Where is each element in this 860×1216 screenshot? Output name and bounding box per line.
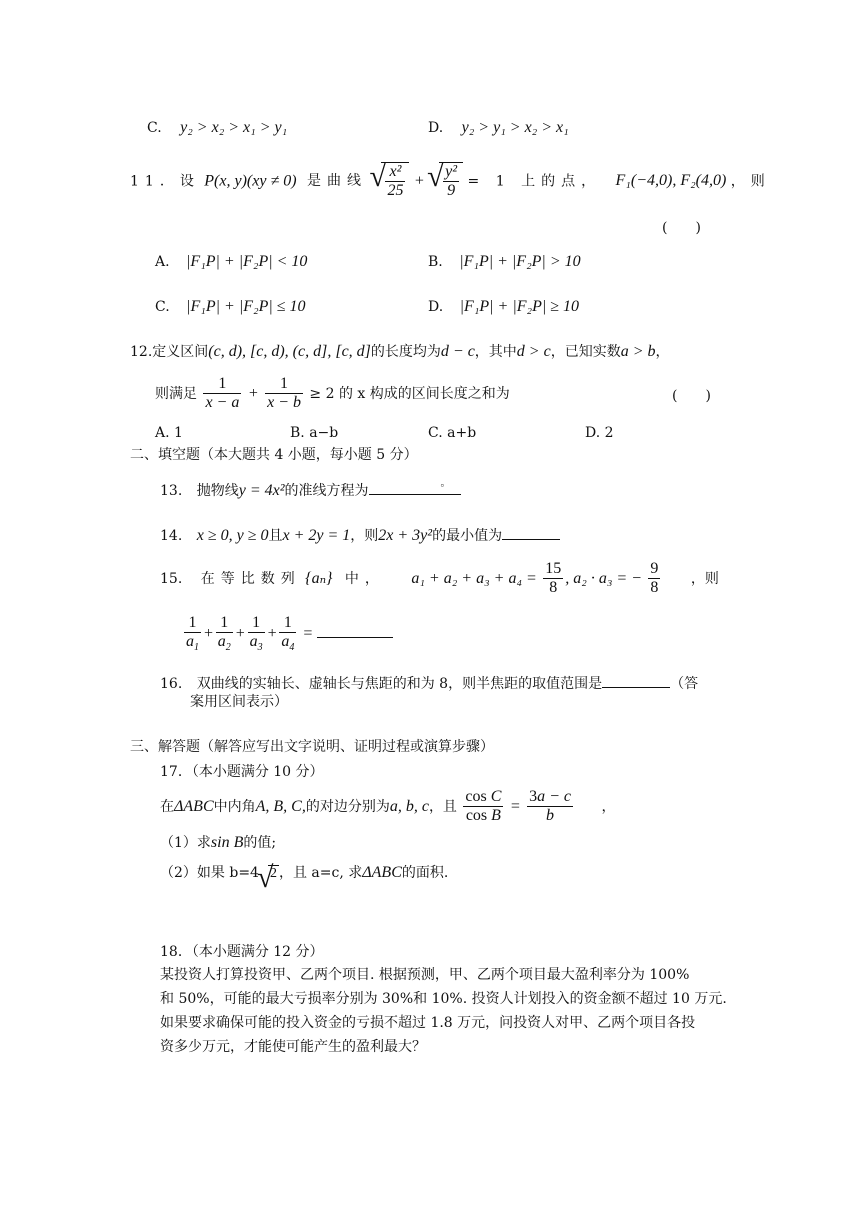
q12-option-d: D. 2 — [585, 425, 614, 441]
option-label: B. — [428, 254, 443, 270]
stem-text: 12.定义区间 — [130, 344, 209, 360]
foci-expression: F₁(−4,0), F₂(4,0) — [615, 172, 727, 190]
expression: sin B — [210, 834, 244, 851]
q17-stem: 在ΔABC中内角A, B, C,的对边分别为a, b, c，且 $\frac{\text{cos C}}{\text{cos B}}$ = $\frac{3a - c}{b}$ ， — [160, 788, 616, 825]
option-text: y₂ > x₂ > x₁ > y₁ — [180, 119, 288, 136]
q18-heading: 18．（本小题满分 12 分） — [160, 944, 324, 960]
q17-part1 — [160, 833, 276, 852]
stem-text: 的准线方程为 — [284, 483, 369, 499]
stem-text: ，则 — [690, 570, 719, 587]
q18-line2: 和 50%，可能的最大亏损率分别为 30%和 10%. 投资人计划投入的资金额不超过 10 万元. — [160, 991, 727, 1007]
point-expression: P(x, y)(xy ≠ 0) — [204, 172, 297, 190]
q17-heading: 17．（本小题满分 10 分） — [160, 764, 324, 780]
question-number: 15. — [160, 570, 183, 587]
option-text: |F₁P| + |F₂P| > 10 — [459, 253, 581, 270]
option-label: C. — [155, 299, 170, 315]
triangle-symbol: ΔABC — [362, 864, 402, 881]
answer-blank[interactable] — [369, 480, 461, 495]
triangle-symbol: ΔABC — [174, 797, 214, 815]
fraction-cosC-cosB: $\frac{\text{cos C}}{\text{cos B}}$ — [465, 788, 502, 825]
fraction-3a-c-over-b: $\frac{3a - c}{b}$ — [529, 788, 571, 825]
answer-paren: ( ) — [672, 388, 711, 404]
sequence-symbol: {aₙ} — [305, 569, 333, 587]
stem-text: 的长度均为 — [370, 344, 441, 360]
stem-text: 则满足 — [155, 385, 197, 402]
stem-text: 双曲线的实轴长、虚轴长与焦距的和为 8，则半焦距的取值范围是 — [196, 676, 603, 692]
condition-expression: d > c — [516, 343, 551, 360]
q13 — [160, 480, 461, 500]
interval-expression: (c, d), [c, d), (c, d], [c, d] — [208, 343, 371, 360]
sum-expression: a₁ + a₂ + a₃ + a₄ = — [411, 569, 537, 587]
fraction-1-over-x-minus-b: $\frac{1}{x - b}$ — [267, 375, 301, 412]
stem-text: ，则 — [350, 528, 379, 544]
option-text: |F₁P| + |F₂P| < 10 — [186, 253, 308, 270]
fraction-9-8: $\frac{9}{8}$ — [650, 560, 659, 597]
stem-text: ， — [601, 798, 616, 815]
equation: x + 2y = 1 — [282, 527, 351, 544]
option-text: |F₁P| + |F₂P| ≥ 10 — [459, 298, 580, 315]
stem-text: = 1 上的点， — [467, 173, 602, 190]
q10-option-c — [147, 118, 287, 137]
stem-text: 的最小值为 — [432, 528, 503, 544]
q16-line2: 案用区间表示） — [190, 694, 288, 710]
fraction-1-a2: $\frac{1}{a_2}$ — [217, 614, 231, 654]
option-text: y₂ > y₁ > x₂ > x₁ — [461, 119, 569, 136]
q18-line3: 如果要求确保可能的投入资金的亏损不超过 1.8 万元，问投资人对甲、乙两个项目各投 — [160, 1015, 696, 1031]
q12-stem-line2: 则满足 $\frac{1}{x - a}$ + $\frac{1}{x - b}$ ≥ 2 的 x 构成的区间长度之和为 — [155, 375, 510, 412]
q11-stem: 11．设 P(x, y)(xy ≠ 0) 是曲线 √ $\frac{\text{x²}}{25}$ + √ $\frac{\text{y²}}{9}$ = 1 上的点， F₁(−4,0), F₂(4,0) ，则 — [130, 162, 771, 201]
fraction-1-a4: $\frac{1}{a_4}$ — [281, 614, 295, 654]
blank-mark: 。 — [440, 478, 451, 489]
q17-part2 — [160, 863, 448, 883]
option-label: D. — [428, 120, 444, 136]
q14 — [160, 525, 560, 545]
stem-text: ，且 — [428, 798, 457, 815]
stem-text: 抛物线 — [196, 483, 239, 499]
stem-text: ≥ 2 的 x 构成的区间长度之和为 — [309, 385, 510, 402]
q11-option-b — [428, 252, 581, 271]
fraction-1-a3: $\frac{1}{a_3}$ — [249, 614, 263, 654]
stem-text: 中内角 — [213, 798, 256, 815]
q16-line1 — [160, 673, 698, 693]
sqrt-y-term: √ $\frac{\text{y²}}{9}$ — [429, 162, 463, 201]
stem-text: 且 — [268, 528, 283, 544]
stem-text: 中， — [344, 570, 385, 587]
fraction-15-8: $\frac{15}{8}$ — [545, 560, 562, 597]
answer-blank[interactable] — [602, 673, 670, 688]
question-number: 13. — [160, 483, 183, 499]
sqrt-x-term: √ $\frac{\text{x²}}{25}$ — [371, 162, 409, 201]
expression: 2x + 3y² — [378, 527, 433, 544]
fraction-1-a1: $\frac{1}{a_1}$ — [186, 614, 199, 654]
product-expression: , a₂ · a₃ = − — [565, 569, 642, 587]
sides-expression: a, b, c — [389, 797, 429, 815]
q18-line4: 资多少万元，才能使可能产生的盈利最大？ — [160, 1039, 426, 1055]
stem-text: 在 — [160, 798, 174, 815]
stem-text: ，且 a=c, 求 — [278, 865, 363, 881]
stem-text: ，其中 — [474, 344, 517, 360]
length-expression: d − c — [440, 343, 475, 360]
q11-option-c — [155, 297, 306, 316]
option-label: D. — [428, 299, 444, 315]
angles-expression: A, B, C, — [255, 797, 306, 815]
q15-line1 — [160, 560, 719, 598]
q12-option-c: C. a+b — [428, 425, 477, 441]
stem-text: （2）如果 b=4 — [160, 865, 259, 881]
section-heading-fill-in: 二、填空题（本大题共 4 小题，每小题 5 分） — [130, 447, 418, 463]
condition-expression: x ≥ 0, y ≥ 0 — [196, 527, 269, 544]
stem-text: 在等比数列 — [200, 570, 301, 587]
q10-option-d — [428, 118, 569, 137]
question-number: 16. — [160, 676, 183, 692]
option-text: |F₁P| + |F₂P| ≤ 10 — [186, 298, 306, 315]
question-number: 11．设 — [130, 173, 200, 190]
equation: y = 4x² — [238, 482, 285, 499]
stem-text: 是曲线 — [307, 173, 368, 190]
q18-line1: 某投资人打算投资甲、乙两个项目. 根据预测，甲、乙两个项目最大盈利率分为 100% — [160, 967, 690, 983]
option-label: C. — [147, 120, 162, 136]
option-label: A. — [155, 254, 170, 270]
q12-stem-line1 — [130, 342, 670, 361]
q11-option-d — [428, 297, 579, 316]
stem-text: ， — [655, 344, 670, 360]
condition-expression: a > b — [620, 343, 656, 360]
q11-option-a — [155, 252, 307, 271]
fraction-1-over-x-minus-a: $\frac{1}{x - a}$ — [205, 375, 240, 412]
stem-text: 的对边分别为 — [305, 798, 390, 815]
stem-text: ，则 — [730, 173, 771, 190]
stem-text: 的值; — [243, 835, 277, 851]
stem-text: ，已知实数 — [550, 344, 621, 360]
question-number: 14. — [160, 528, 183, 544]
section-heading-solutions: 三、解答题（解答应写出文字说明、证明过程或演算步骤） — [130, 739, 494, 755]
stem-text: 的面积. — [401, 865, 449, 881]
stem-text: （1）求 — [160, 835, 211, 851]
answer-blank[interactable] — [502, 525, 560, 540]
q12-option-b: B. a−b — [290, 425, 339, 441]
q15-line2: $\frac{1}{a_1}$ + $\frac{1}{a_2}$ + $\frac{1}{a_3}$ + $\frac{1}{a_4}$ = — [182, 614, 393, 654]
sqrt-2: √ 2 — [259, 863, 279, 883]
q12-option-a: A. 1 — [155, 425, 183, 441]
answer-blank[interactable] — [317, 623, 393, 638]
answer-paren: ( ) — [662, 220, 701, 236]
stem-text: （答 — [670, 676, 699, 692]
